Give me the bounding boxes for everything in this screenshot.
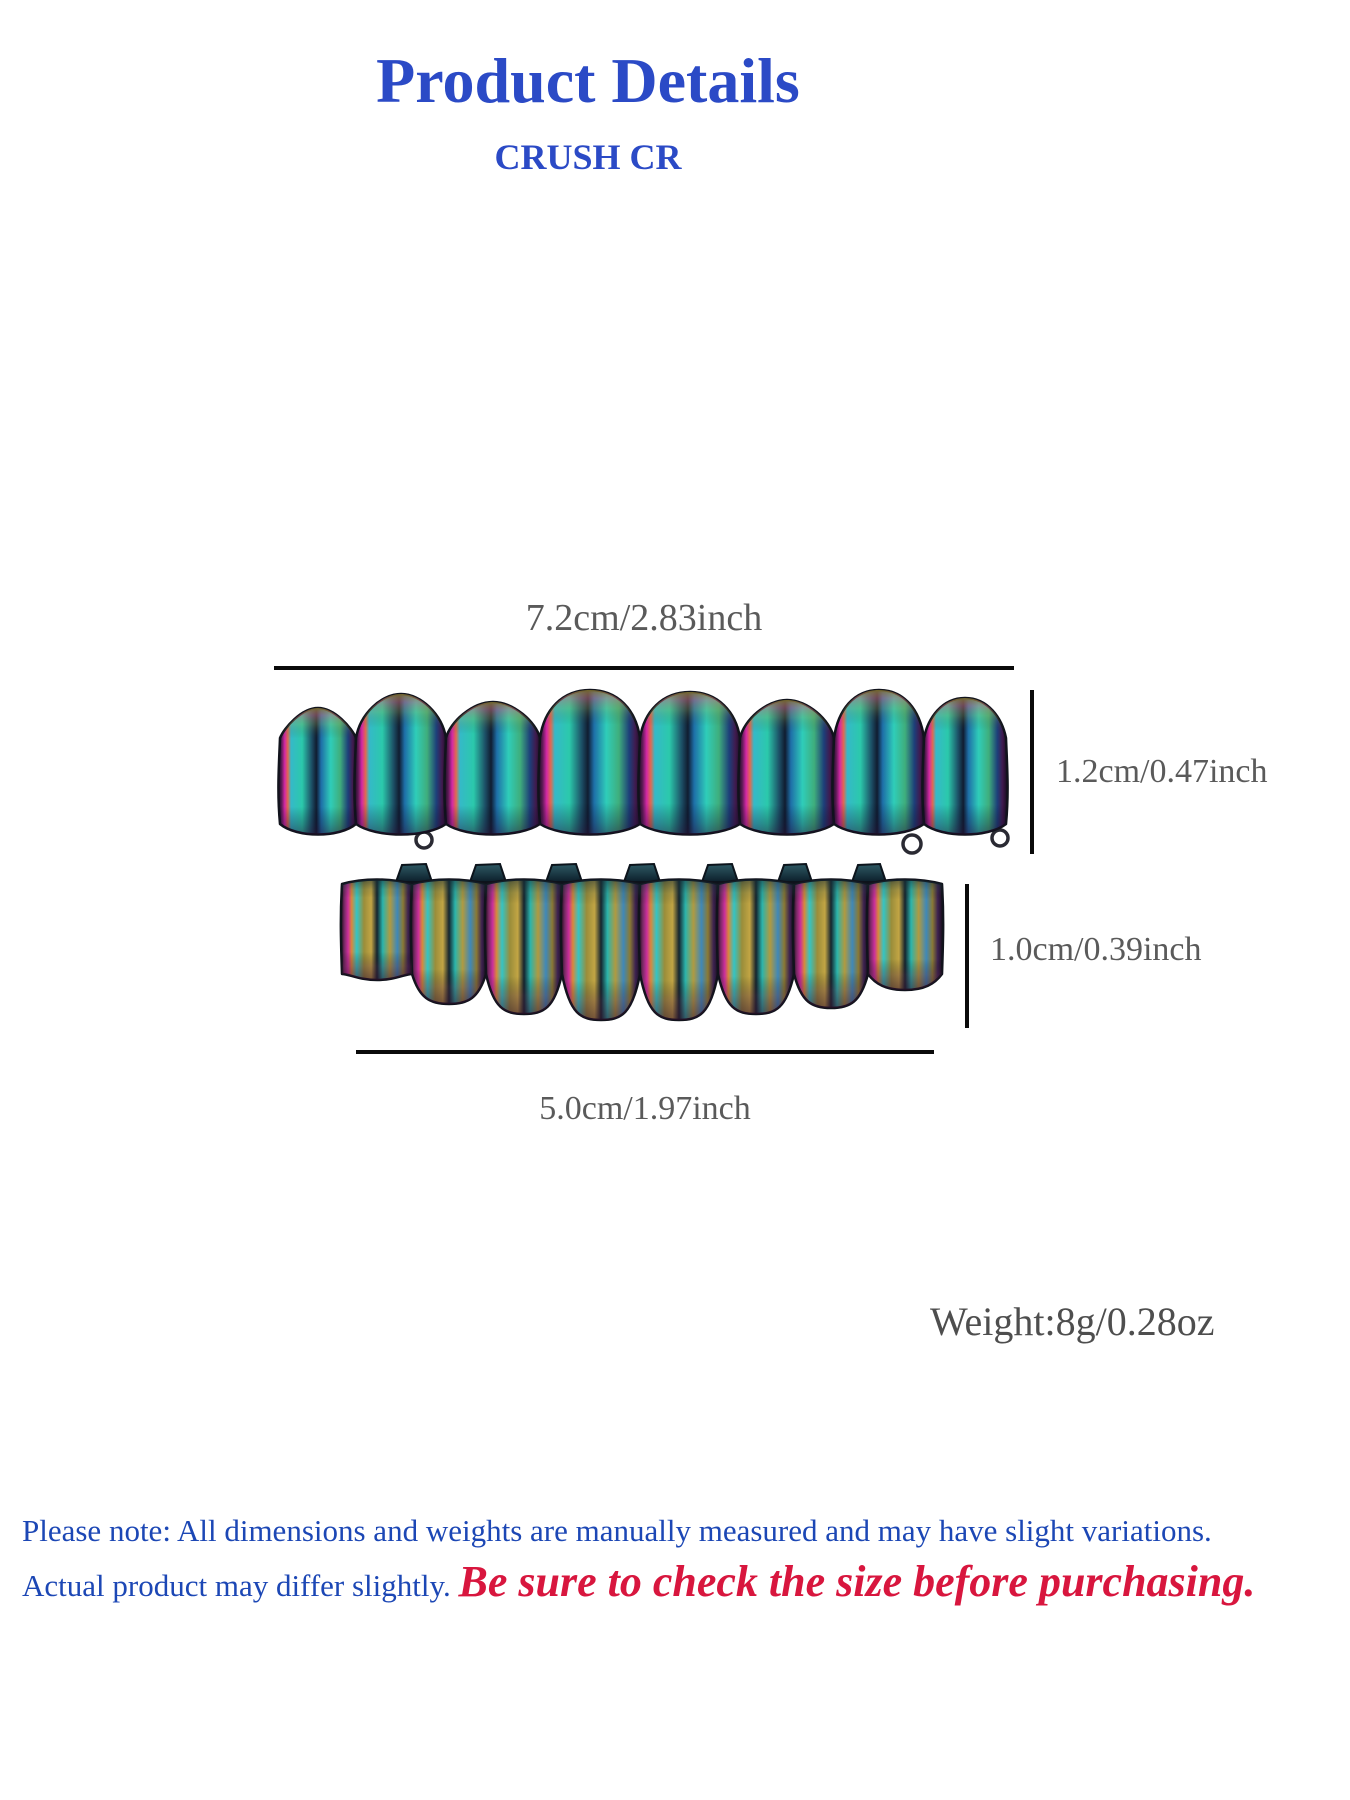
bottom-grill-width-line <box>356 1050 934 1054</box>
top-grill-width-label: 7.2cm/2.83inch <box>525 597 763 639</box>
top-grill-width-line <box>274 666 1014 670</box>
bottom-grill-height-line <box>965 884 969 1028</box>
bottom-grill-width-label: 5.0cm/1.97inch <box>539 1090 751 1127</box>
note-line2-blue: Actual product may differ slightly. <box>22 1568 459 1603</box>
note-line2-warning: Be sure to check the size before purchasing. <box>458 1557 1256 1606</box>
top-grill-height-label: 1.2cm/0.47inch <box>1056 753 1268 790</box>
brand-name: CRUSH CR <box>494 137 682 177</box>
note-line2 <box>22 1556 1255 1607</box>
bottom-grill-image <box>336 862 948 1034</box>
top-grill-height-line <box>1030 690 1034 854</box>
weight-label: Weight:8g/0.28oz <box>930 1299 1215 1344</box>
top-grill-image <box>272 684 1014 862</box>
bottom-grill-height-label: 1.0cm/0.39inch <box>990 931 1202 968</box>
page-title: Product Details <box>376 45 800 116</box>
note-line1: Please note: All dimensions and weights are manually measured and may have slight variations. <box>22 1513 1212 1548</box>
